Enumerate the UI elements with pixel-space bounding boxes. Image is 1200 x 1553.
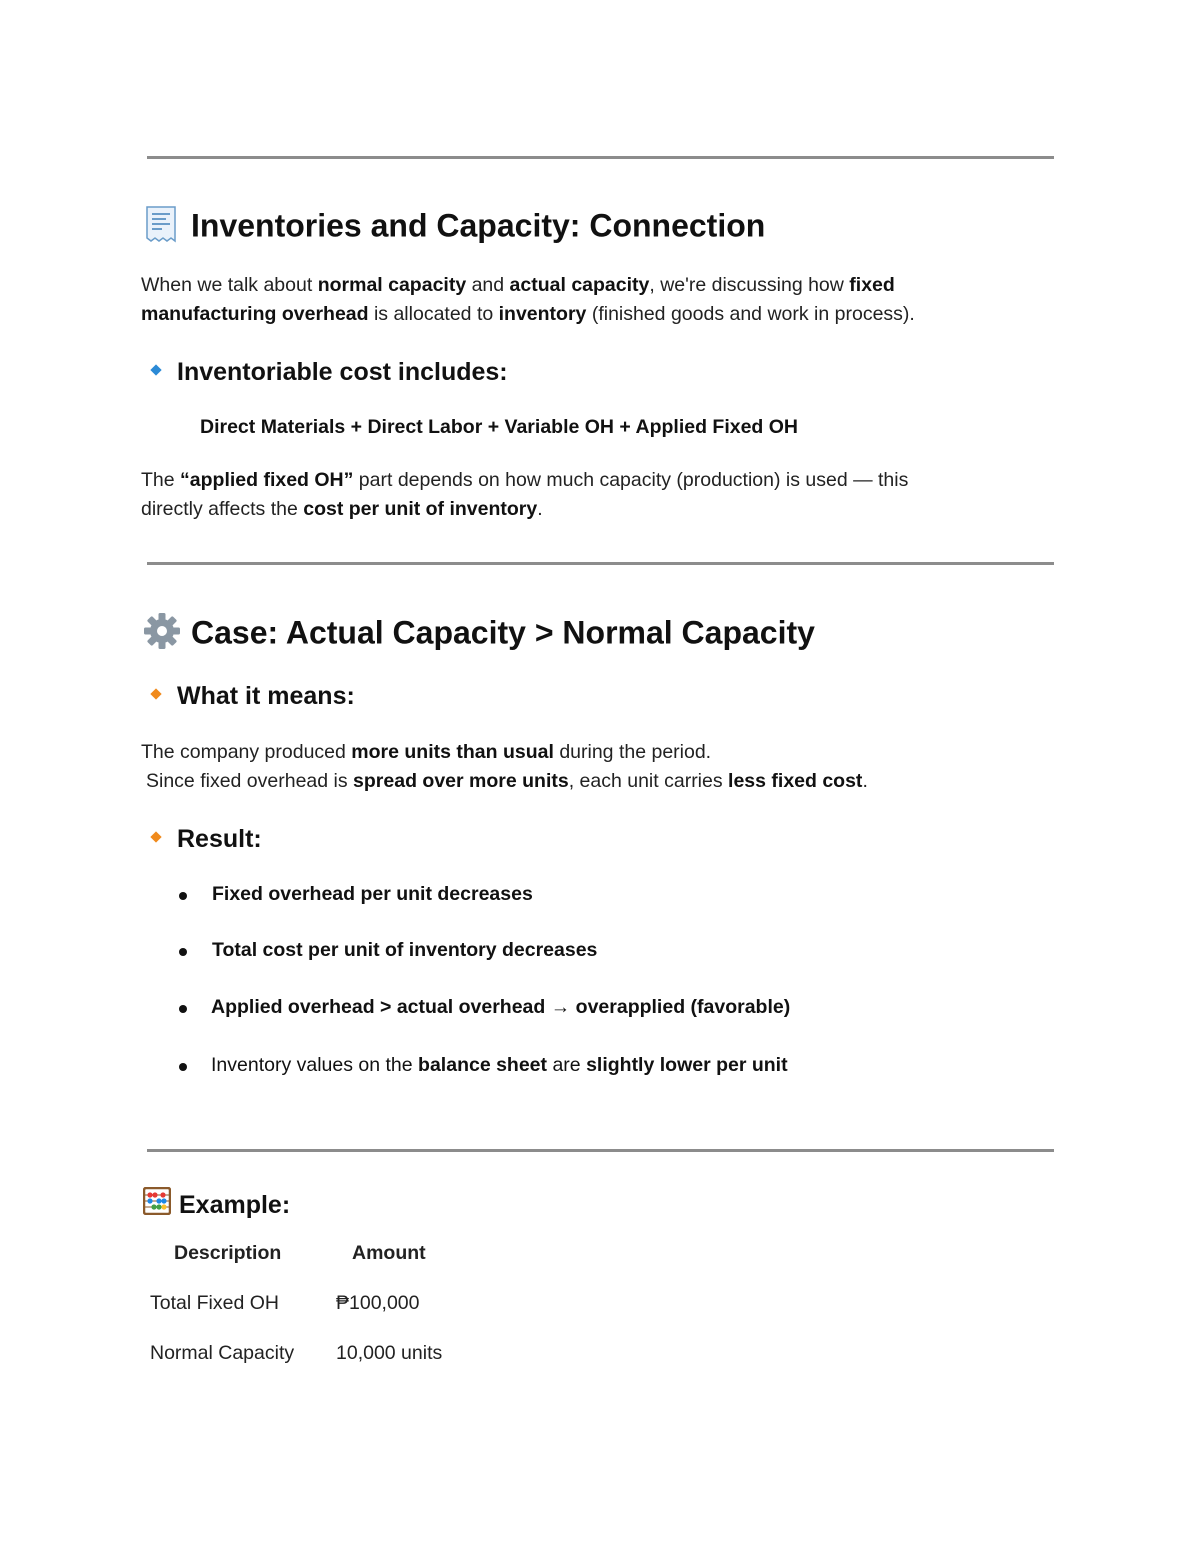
cost-formula: Direct Materials + Direct Labor + Variable OH + Applied Fixed OH bbox=[200, 416, 799, 438]
bullet-icon bbox=[179, 1063, 187, 1071]
means-paragraph bbox=[141, 738, 868, 796]
inventoriable-cost-heading: Inventoriable cost includes: bbox=[152, 358, 508, 387]
receipt-icon bbox=[143, 205, 179, 251]
gear-icon bbox=[143, 612, 181, 658]
horizontal-rule bbox=[147, 156, 1054, 159]
list-item: Fixed overhead per unit decreases bbox=[212, 883, 533, 905]
list-item: Total cost per unit of inventory decreases bbox=[212, 939, 598, 961]
means-line-1: The company produced more units than usual during the period. bbox=[141, 741, 712, 763]
orange-diamond-icon bbox=[150, 689, 161, 700]
abacus-icon bbox=[143, 1187, 171, 1222]
bullet-icon bbox=[179, 1005, 187, 1013]
result-heading: Result: bbox=[152, 825, 262, 854]
blue-diamond-icon bbox=[150, 365, 161, 376]
bullet-icon bbox=[179, 948, 187, 956]
list-item: Applied overhead > actual overhead → overapplied (favorable) bbox=[211, 996, 791, 1018]
section-title: Inventories and Capacity: Connection bbox=[191, 207, 766, 244]
table-cell: 10,000 units bbox=[336, 1342, 443, 1364]
table-header-amount: Amount bbox=[352, 1242, 426, 1264]
horizontal-rule bbox=[147, 562, 1054, 565]
section-heading-case bbox=[143, 612, 815, 658]
section-heading-inventories bbox=[143, 205, 765, 251]
table-cell: Normal Capacity bbox=[150, 1342, 295, 1364]
intro-line-1: When we talk about normal capacity and actual capacity, we're discussing how fixed bbox=[141, 274, 895, 296]
table-cell: ₱100,000 bbox=[336, 1292, 420, 1314]
means-line-2: Since fixed overhead is spread over more units, each unit carries less fixed cost. bbox=[146, 770, 868, 792]
intro-line-2: manufacturing overhead is allocated to inventory (finished goods and work in process). bbox=[141, 303, 915, 325]
note-line-1: The “applied fixed OH” part depends on how much capacity (production) is used — this bbox=[141, 469, 909, 491]
bullet-icon bbox=[179, 892, 187, 900]
intro-paragraph bbox=[141, 271, 915, 329]
orange-diamond-icon bbox=[150, 832, 161, 843]
section-title: Case: Actual Capacity > Normal Capacity bbox=[191, 614, 815, 651]
applied-oh-note bbox=[141, 466, 908, 524]
example-heading: Example: bbox=[143, 1189, 290, 1224]
list-item: Inventory values on the balance sheet are slightly lower per unit bbox=[211, 1054, 788, 1076]
table-header-description: Description bbox=[174, 1242, 282, 1264]
table-cell: Total Fixed OH bbox=[150, 1292, 279, 1314]
note-line-2: directly affects the cost per unit of inventory. bbox=[141, 498, 543, 520]
horizontal-rule bbox=[147, 1149, 1054, 1152]
what-it-means-heading: What it means: bbox=[152, 682, 355, 711]
